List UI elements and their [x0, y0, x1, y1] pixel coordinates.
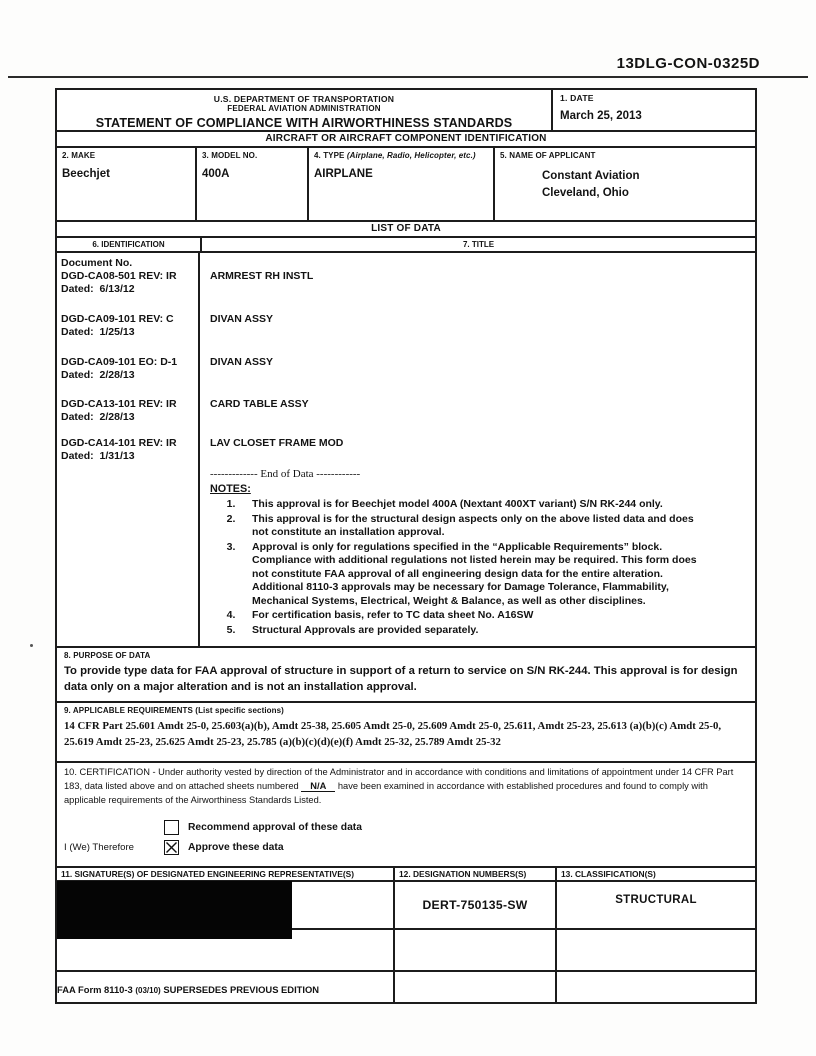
applicant-value	[542, 168, 750, 201]
model-label: 3. MODEL NO.	[202, 151, 258, 160]
applicant-cell	[495, 148, 755, 220]
entry-line: DGD-CA09-101 REV: C	[61, 313, 174, 325]
make-cell	[57, 148, 197, 220]
entry-line: Dated: 6/13/12	[61, 283, 135, 295]
applicable-requirements-label: 9. APPLICABLE REQUIREMENTS (List specific sections)	[64, 705, 284, 715]
document-id-entry	[61, 313, 194, 356]
model-value: 400A	[202, 168, 230, 180]
note-number: 2.	[226, 512, 236, 525]
approve-data-row	[64, 840, 748, 855]
recommend-approval-label: Recommend approval of these data	[188, 821, 362, 833]
note-text: For certification basis, refer to TC data sheet No. A16SW	[252, 609, 534, 621]
entry-line: DGD-CA09-101 EO: D-1	[61, 356, 178, 368]
aircraft-identification-row	[57, 148, 755, 222]
approval-checkboxes	[64, 820, 748, 855]
entry-line: DGD-CA14-101 REV: IR	[61, 437, 177, 449]
note-text: Structural Approvals are provided separately.	[252, 623, 479, 636]
model-cell	[197, 148, 309, 220]
designation-cell-empty	[395, 930, 557, 970]
classification-text: STRUCTURAL	[615, 893, 697, 906]
note-text: This approval is for the structural design aspects only on the above listed data and does not constitute an installation approval.	[252, 512, 694, 538]
applicant-city: Cleveland, Ohio	[542, 186, 629, 199]
type-label-parenthetical: (Airplane, Radio, Helicopter, etc.)	[346, 151, 476, 160]
date-value: March 25, 2013	[560, 110, 642, 122]
document-id-entry	[61, 437, 194, 465]
data-title: CARD TABLE ASSY	[210, 398, 309, 410]
certification-section	[57, 761, 755, 866]
scan-artifact-dot	[30, 644, 33, 647]
applicant-name: Constant Aviation	[542, 170, 640, 182]
date-label: 1. DATE	[560, 93, 594, 103]
note-number: 3.	[226, 540, 236, 553]
purpose-text: To provide type data for FAA approval of structure in support of a return to service on S/N RK-244. This approval is for design data only on a major alteration and is not an installation approval.	[64, 665, 738, 694]
data-title: ARMREST RH INSTL	[210, 270, 314, 282]
faa-line: FEDERAL AVIATION ADMINISTRATION	[227, 104, 381, 113]
make-label: 2. MAKE	[62, 151, 96, 160]
entry-line: DGD-CA08-501 REV: IR	[61, 270, 177, 282]
document-id-entry	[61, 257, 194, 313]
document-id-entry	[61, 398, 194, 437]
type-cell	[309, 148, 495, 220]
form-header-row	[57, 90, 755, 132]
designation-number-value	[395, 882, 557, 928]
form-id: FAA Form 8110-3	[57, 984, 133, 995]
make-value: Beechjet	[62, 168, 110, 180]
form-title: STATEMENT OF COMPLIANCE WITH AIRWORTHINESS STANDARDS	[95, 116, 513, 130]
entry-line: Dated: 2/28/13	[61, 411, 135, 423]
designation-number-text: DERT-750135-SW	[422, 897, 528, 912]
designation-column-header: 12. DESIGNATION NUMBERS(S)	[395, 868, 557, 880]
list-column-headers	[57, 238, 755, 253]
entry-line: Dated: 1/25/13	[61, 326, 135, 338]
agency-header-cell	[57, 90, 553, 130]
type-label	[314, 151, 488, 160]
end-of-data-marker: ------------- End of Data ------------	[210, 468, 361, 480]
note-item	[210, 624, 755, 638]
certification-text	[64, 766, 748, 808]
notes-heading: NOTES:	[210, 483, 251, 495]
type-value: AIRPLANE	[314, 168, 373, 180]
applicable-requirements-section	[57, 701, 755, 761]
type-label-text: 4. TYPE	[314, 151, 345, 160]
purpose-of-data-section	[57, 646, 755, 701]
signature-table	[57, 866, 755, 1002]
top-horizontal-rule	[8, 76, 808, 78]
applicant-label: 5. NAME OF APPLICANT	[500, 151, 596, 160]
data-title: DIVAN ASSY	[210, 313, 274, 325]
supersedes-note: SUPERSEDES PREVIOUS EDITION	[163, 984, 320, 995]
note-item	[210, 541, 755, 609]
dept-of-transportation-line: U.S. DEPARTMENT OF TRANSPORTATION	[213, 94, 395, 104]
note-number: 1.	[226, 498, 236, 510]
data-title: LAV CLOSET FRAME MOD	[210, 437, 344, 449]
recommend-approval-checkbox	[164, 820, 179, 835]
identification-column-header: 6. IDENTIFICATION	[57, 238, 202, 251]
approve-data-checkbox-checked	[164, 840, 179, 855]
entry-line: Dated: 1/31/13	[61, 450, 135, 462]
list-of-data-banner: LIST OF DATA	[57, 222, 755, 238]
aircraft-identification-banner: AIRCRAFT OR AIRCRAFT COMPONENT IDENTIFICATION	[57, 132, 755, 148]
recommend-approval-row	[64, 820, 748, 835]
therefore-label: I (We) Therefore	[64, 841, 135, 853]
entry-line: Document No.	[61, 257, 133, 269]
title-column	[200, 253, 755, 646]
sheets-numbered-value: N/A	[301, 781, 335, 792]
note-number: 4.	[226, 609, 236, 621]
document-control-number: 13DLG-CON-0325D	[616, 55, 760, 72]
identification-column	[57, 253, 200, 646]
classification-cell-empty	[557, 972, 755, 1002]
document-id-entry	[61, 356, 194, 398]
classification-cell-empty	[557, 930, 755, 970]
note-item	[210, 609, 755, 623]
entry-line: Dated: 2/28/13	[61, 369, 135, 381]
applicable-requirements-text: 14 CFR Part 25.601 Amdt 25-0, 25.603(a)(b), Amdt 25-38, 25.605 Amdt 25-0, 25.609 Amdt 25-0, 25.611, Amdt 25-23, 25.613 (a)(b)(c) Amdt 25-0, 25.619 Amdt 25-23, 25.625 Amdt 25-23, 25.785 (a)(b)(c)(d)(e)(f) Amdt 25-32, 25.789 Amdt 25-32	[64, 719, 722, 748]
note-text: This approval is for Beechjet model 400A (Nextant 400XT variant) S/N RK-244 only.	[252, 498, 663, 510]
signature-table-header-row	[57, 868, 755, 882]
form-edition: (03/10)	[135, 986, 161, 995]
note-number: 5.	[226, 623, 236, 636]
data-title: DIVAN ASSY	[210, 356, 274, 368]
form-footer	[57, 984, 319, 995]
note-item	[210, 498, 755, 512]
classification-column-header: 13. CLASSIFICATION(S)	[561, 868, 656, 879]
certification-text-after: have been examined in accordance with established procedures and found to comply with applicable requirements of the Airworthiness Standards Listed.	[64, 781, 708, 805]
designation-cell-empty	[395, 972, 557, 1002]
note-item	[210, 513, 755, 540]
title-column-header: 7. TITLE	[462, 240, 495, 249]
note-text: Approval is only for regulations specified in the “Applicable Requirements” block. Compliance with additional regulations not listed herein may be required. This form does not constitute FAA approval of all engineering design data for the entire alteration. Additional 8110-3 approvals may be necessary for Damage Tolerance, Flammability, Mechanical Systems, Electrical, Weight & Balance, as well as other disciplines.	[252, 540, 697, 607]
entry-line: DGD-CA13-101 REV: IR	[61, 398, 177, 410]
faa-form-8110-3	[55, 88, 757, 1004]
certification-text-before: 10. CERTIFICATION - Under authority vested by direction of the Administrator and in accordance with conditions and limitations of appointment under 14 CFR Part 183, data listed above and on attached sheets numbered	[64, 767, 734, 792]
approve-data-label: Approve these data	[188, 841, 284, 853]
date-cell	[553, 90, 755, 130]
classification-value	[557, 882, 755, 928]
signature-column-header: 11. SIGNATURE(S) OF DESIGNATED ENGINEERING REPRESENTATIVE(S)	[57, 868, 395, 880]
redacted-signature-block	[57, 881, 292, 939]
x-mark-icon	[166, 842, 177, 853]
purpose-label: 8. PURPOSE OF DATA	[64, 651, 151, 660]
list-data-body	[57, 253, 755, 646]
